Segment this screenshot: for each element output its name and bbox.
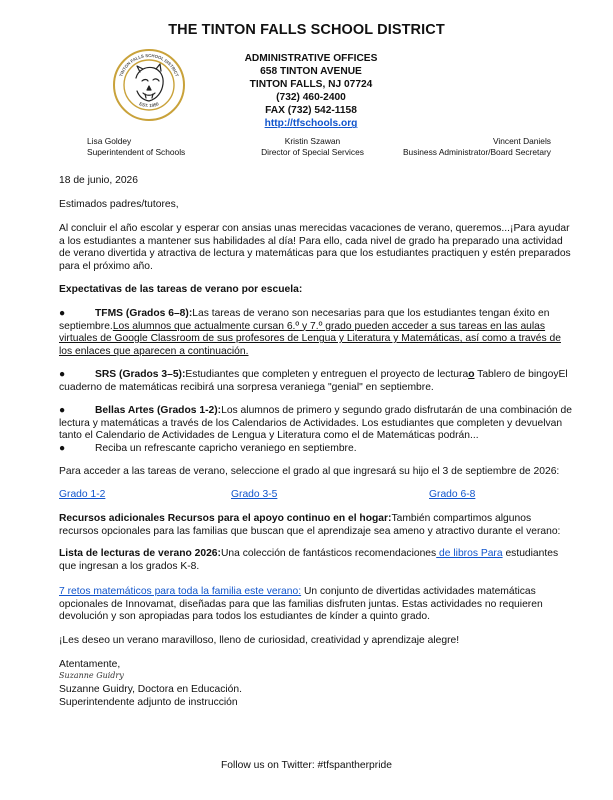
office-line: TINTON FALLS, NJ 07724 bbox=[249, 79, 373, 91]
bullet-icon: ● bbox=[59, 369, 66, 380]
grade-3-5-link[interactable]: Grado 3-5 bbox=[231, 489, 278, 500]
logo-ring-bottom-text: EST. 1950 bbox=[138, 101, 160, 109]
office-phone: (732) 460-2400 bbox=[276, 92, 346, 104]
staff-special-services bbox=[230, 136, 395, 157]
logo-ring-top-text: TINTON FALLS SCHOOL DISTRICT bbox=[118, 52, 180, 78]
administrative-offices-block bbox=[200, 52, 422, 131]
srs-or: o bbox=[468, 369, 475, 380]
staff-title: Superintendent of Schools bbox=[87, 146, 186, 157]
bullet-icon: ● bbox=[59, 443, 66, 454]
access-instructions: Para acceder a las tareas de verano, seleccione el grado al que ingresará su hijo el 3 de septiembre de 2026: bbox=[59, 466, 560, 477]
bullet-icon: ● bbox=[59, 308, 66, 319]
website-link[interactable]: http://tfschools.org bbox=[264, 118, 358, 130]
staff-superintendent bbox=[87, 136, 185, 157]
reading-list-paragraph bbox=[59, 548, 572, 573]
staff-business-admin bbox=[403, 136, 551, 157]
bellas-artes-label: Bellas Artes (Grados 1-2): bbox=[95, 405, 222, 416]
office-fax: FAX (732) 542-1158 bbox=[265, 105, 357, 117]
srs-text: Estudiantes que completen y entreguen el proyecto de lectura bbox=[185, 369, 469, 380]
resources-text: También compartimos algunos recursos opcionales para las familias que buscan que el aprendizaje sea ameno y atractivo durante el verano: bbox=[59, 513, 561, 537]
staff-name: Kristin Szawan bbox=[284, 136, 341, 146]
book-list-link[interactable]: de libros Para bbox=[436, 548, 503, 559]
math-challenge-link[interactable]: 7 retos matemáticos para toda la familia este verano: bbox=[59, 586, 302, 597]
bellas-artes-text: Los alumnos de primero y segundo grado disfrutarán de una combinación de lectura y matemáticas a través de los Calendarios de Actividades. Los estudiantes que completen y devuelvan tanto el Calendario de Actividades de Lengua y Literatura como el de Matemáticas podrán... bbox=[59, 405, 572, 442]
tfms-text: Las tareas de verano son necesarias para que los estudiantes tengan éxito en septiembre. bbox=[59, 308, 550, 332]
district-logo-icon bbox=[112, 48, 186, 122]
footer-twitter: Follow us on Twitter: #tfspantherpride bbox=[221, 760, 392, 771]
math-challenge-paragraph bbox=[59, 586, 572, 624]
intro-paragraph: Al concluir el año escolar y esperar con ansias unas merecidas vacaciones de verano, queremos...¡Para ayudar a los estudiantes a mantener sus habilidades al día! Para ello, cada nivel de grado ha preparado una actividad de verano divertida y atractiva de lectura y matemáticas para que los estudiantes practiquen y estén preparados para el próximo año. bbox=[59, 223, 571, 272]
reading-list-text: Una colección de fantásticos recomendaciones bbox=[220, 548, 437, 559]
staff-name: Vincent Daniels bbox=[492, 136, 551, 146]
grade-1-2-link[interactable]: Grado 1-2 bbox=[59, 489, 106, 500]
staff-title: Business Administrator/Board Secretary bbox=[402, 146, 551, 157]
letter-date: 18 de junio, 2026 bbox=[59, 175, 139, 186]
expectations-heading: Expectativas de las tareas de verano por escuela: bbox=[59, 284, 303, 295]
reading-list-label: Lista de lecturas de verano 2026: bbox=[59, 548, 221, 559]
staff-title: Director of Special Services bbox=[261, 146, 364, 157]
bellas-artes-sub-bullet bbox=[59, 443, 572, 456]
closing-wish: ¡Les deseo un verano maravilloso, lleno de curiosidad, creatividad y aprendizaje alegre! bbox=[59, 635, 460, 646]
srs-bullet bbox=[59, 369, 572, 394]
letter-salutation: Estimados padres/tutores, bbox=[59, 199, 179, 210]
math-challenge-text: Un conjunto de divertidas actividades matemáticas opcionales de Innovamat, diseñadas para que las familias disfruten juntas. Estas actividades no requieren devolución y son apropiadas para todos los estudiantes de kínder a quinto grado. bbox=[59, 586, 543, 623]
srs-text-b: Tablero de bingoyEl cuaderno de matemáticas recibirá una sorpresa veraniega "genial" en septiembre. bbox=[59, 369, 568, 393]
bellas-artes-bullet bbox=[59, 405, 572, 443]
tfms-bullet bbox=[59, 308, 572, 358]
bullet-icon: ● bbox=[59, 405, 66, 416]
handwritten-signature: Suzanne Guidry bbox=[59, 671, 124, 680]
bellas-artes-sub-text: Reciba un refrescante capricho veraniego en septiembre. bbox=[95, 443, 357, 454]
reading-list-text-b: estudiantes que ingresan a los grados K-8. bbox=[59, 548, 559, 572]
resources-label: Recursos adicionales Recursos para el apoyo continuo en el hogar: bbox=[59, 513, 392, 524]
signer-title: Superintendente adjunto de instrucción bbox=[59, 697, 238, 708]
office-line: 658 TINTON AVENUE bbox=[260, 66, 362, 78]
resources-paragraph bbox=[59, 513, 572, 538]
staff-name: Lisa Goldey bbox=[87, 136, 132, 146]
tfms-underlined-text: Los alumnos que actualmente cursan 6.º y 7.º grado pueden acceder a sus tareas en las aulas virtuales de Google Classroom de sus profesores de Lengua y Literatura y Matemáticas, así como a través de los enlaces que aparecen a continuación. bbox=[59, 320, 561, 357]
signoff: Atentamente, bbox=[59, 659, 121, 670]
tfms-label: TFMS (Grados 6–8): bbox=[95, 308, 193, 319]
district-title: THE TINTON FALLS SCHOOL DISTRICT bbox=[168, 22, 445, 38]
office-line: ADMINISTRATIVE OFFICES bbox=[244, 53, 378, 64]
srs-label: SRS (Grados 3–5): bbox=[95, 369, 186, 380]
signer-name: Suzanne Guidry, Doctora en Educación. bbox=[59, 684, 242, 695]
grade-6-8-link[interactable]: Grado 6-8 bbox=[429, 489, 476, 500]
